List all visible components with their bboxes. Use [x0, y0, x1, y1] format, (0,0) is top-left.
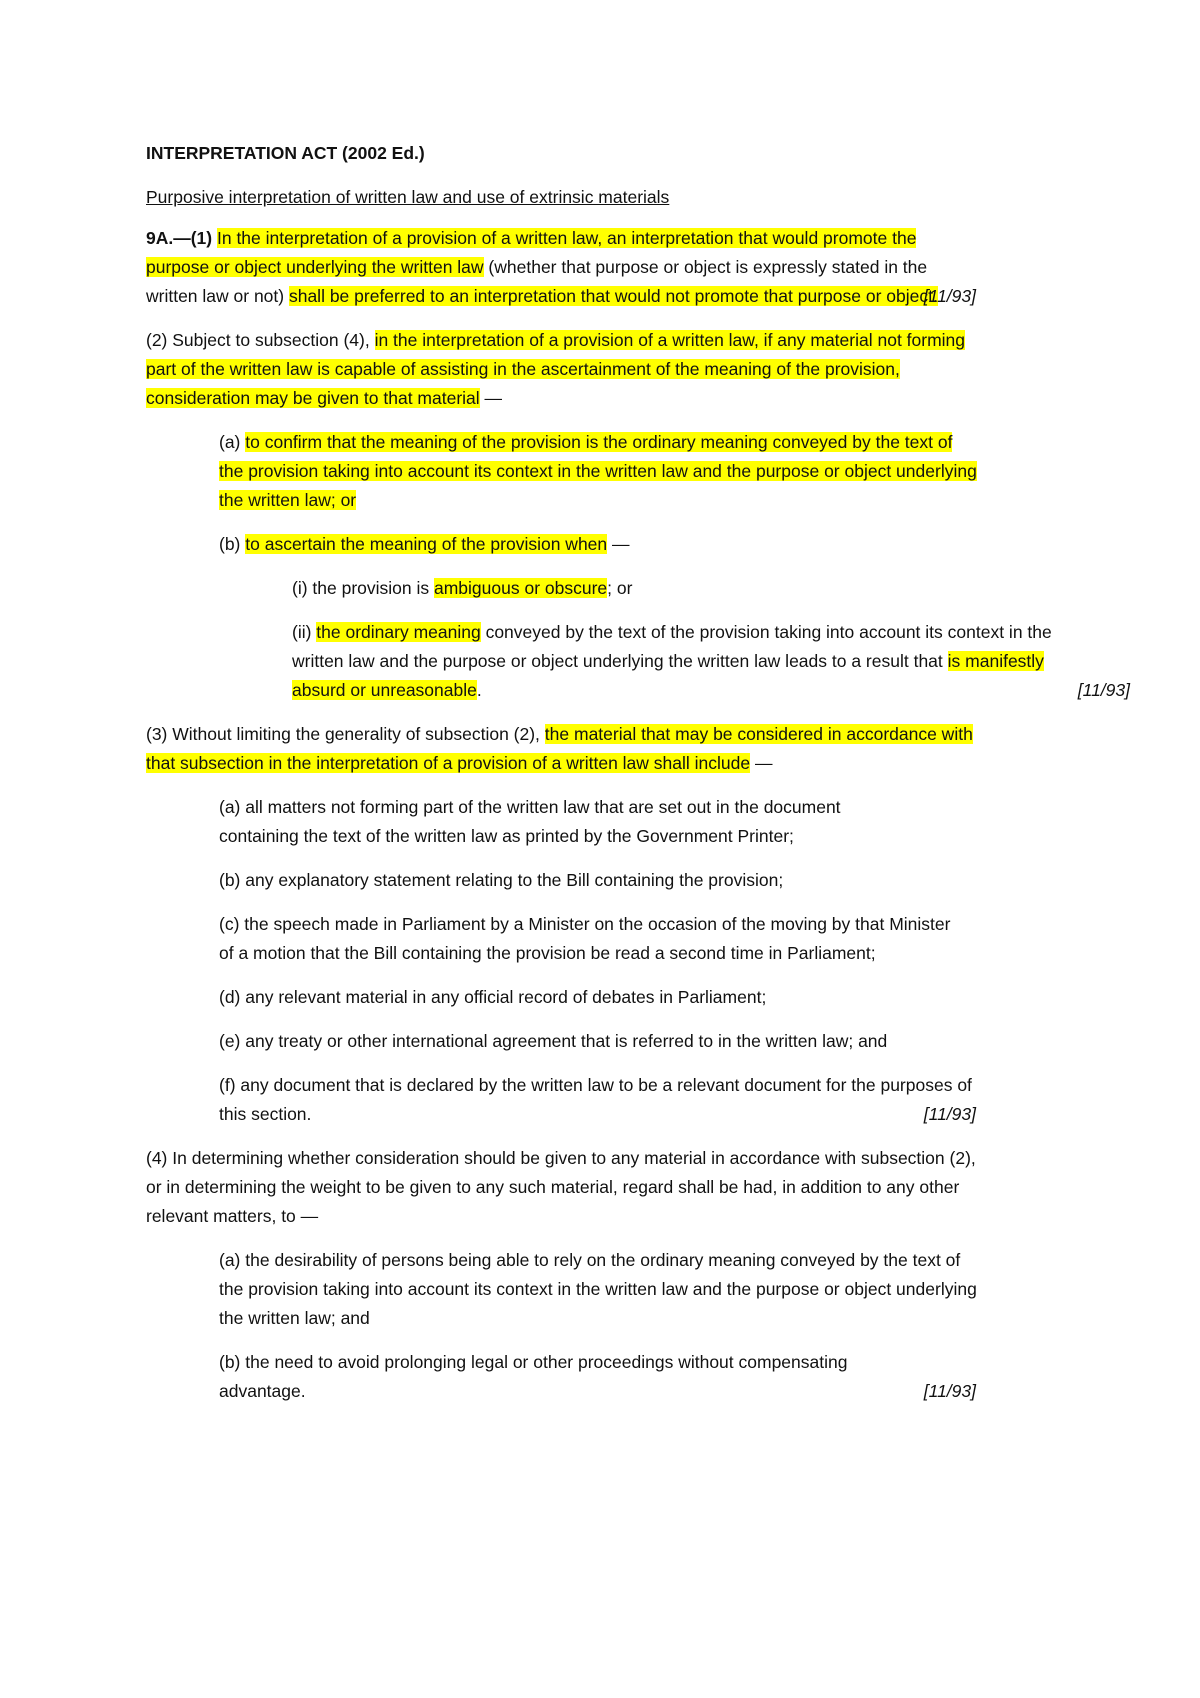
text: —	[607, 534, 630, 554]
paragraph-4a: (a) the desirability of persons being able to rely on the ordinary meaning conveyed by the text of the provision taking into account its context in the written law and the purpose or object underlying the written law; and	[219, 1250, 977, 1328]
citation: [11/93]	[923, 1104, 976, 1124]
subparagraph-2b-i	[292, 574, 1066, 603]
text: (whether that purpose or object is expressly stated in the written law or not)	[146, 257, 928, 306]
paragraph-3a: (a) all matters not forming part of the written law that are set out in the document containing the text of the written law as printed by the Government Printer;	[219, 797, 841, 846]
subparagraph-number: (ii)	[292, 622, 317, 642]
citation: [11/93]	[1077, 680, 1130, 700]
subparagraph-2b-ii	[292, 618, 1130, 705]
subsection-2	[146, 326, 981, 413]
paragraph-4b: (b) the need to avoid prolonging legal or other proceedings without compensating advantage.	[219, 1352, 848, 1401]
document-page	[146, 140, 1130, 1421]
subsection-1	[146, 224, 976, 311]
text: —	[750, 753, 773, 773]
highlight: ambiguous or obscure	[434, 578, 608, 598]
paragraph-number: (a)	[219, 432, 246, 452]
text: Without limiting the generality of subsection (2),	[172, 724, 545, 744]
highlight: is manifestly absurd or unreasonable	[292, 651, 1044, 700]
highlight: In the interpretation of a provision of a written law, an interpretation that would promote the purpose or object underlying the written law	[146, 228, 917, 277]
paragraph-3d: (d) any relevant material in any official record of debates in Parliament;	[219, 987, 767, 1007]
text: ; or	[607, 578, 633, 598]
paragraph-3f: (f) any document that is declared by the written law to be a relevant document for the purposes of this section.	[219, 1075, 972, 1124]
highlight: the material that may be considered in accordance with that subsection in the interpretation of a provision of a written law shall include	[146, 724, 973, 773]
citation: [11/93]	[923, 1381, 976, 1401]
section-number: 9A.—(1)	[146, 228, 217, 248]
subparagraph-number: (i)	[292, 578, 313, 598]
paragraph-2b	[219, 530, 1066, 559]
text: conveyed by the text of the provision taking into account its context in the written law and the purpose or object underlying the written law leads to a result that	[292, 622, 1052, 671]
subsection-number: (3)	[146, 724, 173, 744]
highlight: to confirm that the meaning of the provision is the ordinary meaning conveyed by the text of the provision taking into account its context in the written law and the purpose or object underlying the written law; or	[219, 432, 977, 510]
section-heading: Purposive interpretation of written law and use of extrinsic materials	[146, 187, 670, 207]
citation: [11/93]	[923, 286, 976, 306]
subsection-number: (2)	[146, 330, 173, 350]
paragraph-4b-wrap	[219, 1348, 976, 1406]
text: —	[479, 388, 503, 408]
paragraph-3b: (b) any explanatory statement relating to the Bill containing the provision;	[219, 870, 784, 890]
paragraph-2a	[219, 428, 981, 515]
paragraph-3e: (e) any treaty or other international agreement that is referred to in the written law; and	[219, 1031, 888, 1051]
text: the provision is	[312, 578, 434, 598]
paragraph-3c: (c) the speech made in Parliament by a Minister on the occasion of the moving by that Minister of a motion that the Bill containing the provision be read a second time in Parliament;	[219, 914, 951, 963]
subsection-4: (4) In determining whether consideration should be given to any material in accordance with subsection (2), or in determining the weight to be given to any such material, regard shall be had, in addition to any other relevant matters, to —	[146, 1148, 976, 1226]
document-title: INTERPRETATION ACT (2002 Ed.)	[146, 143, 425, 163]
highlight: in the interpretation of a provision of a written law, if any material not forming part of the written law is capable of assisting in the ascertainment of the meaning of the provision, consideration may be given to that material	[146, 330, 966, 408]
text: .	[476, 680, 482, 700]
text: Subject to subsection (4),	[172, 330, 375, 350]
subsection-3	[146, 720, 991, 778]
paragraph-3f-wrap	[219, 1071, 976, 1129]
highlight: to ascertain the meaning of the provision when	[245, 534, 608, 554]
highlight: the ordinary meaning	[316, 622, 481, 642]
highlight: shall be preferred to an interpretation that would not promote that purpose or object.	[288, 286, 938, 306]
paragraph-number: (b)	[219, 534, 246, 554]
